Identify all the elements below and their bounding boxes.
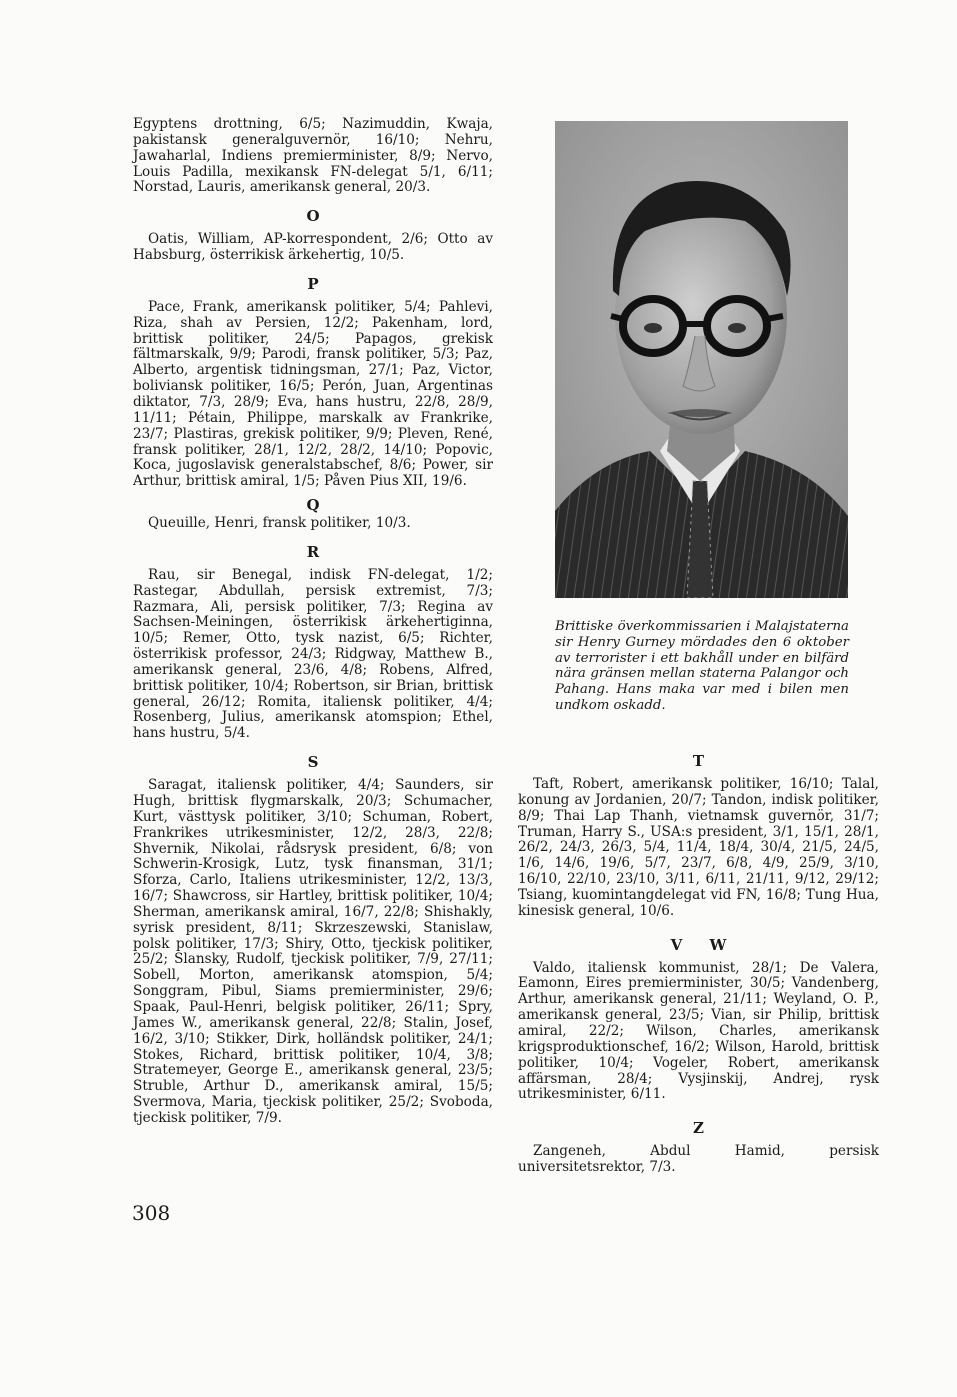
section-letter-z: Z	[693, 1119, 704, 1138]
index-entries-vw: Valdo, italiensk kommunist, 28/1; De Valera, Eamonn, Eires premierminister, 30/5; Vandenberg, Arthur, amerikansk general, 21/11; Weyland, O. P., amerikansk general, 23/5; Vian, sir Philip, brittisk amiral, 22/2; Wilson, Charles, amerikansk krigsproduktionschef, 16/2; Wilson, Harold, brittisk politiker, 10/4; Vogeler, Robert, amerikansk affärsman, 28/4; Vysjinskij, Andrej, rysk utrikesminister, 6/11.	[518, 959, 879, 1103]
section-letter-p: P	[307, 274, 319, 293]
portrait-image	[555, 121, 848, 598]
page-number: 308	[132, 1201, 171, 1225]
section-letter-t: T	[692, 752, 705, 770]
index-entries-z: Zangeneh, Abdul Hamid, persisk universitetsrektor, 7/3.	[518, 1143, 879, 1176]
index-column-left	[133, 117, 493, 1127]
section-letter-vw: V W	[670, 935, 727, 954]
section-letter-q: Q	[306, 496, 320, 515]
section-letter-r: R	[306, 542, 320, 561]
index-entries-o: Oatis, William, AP-korrespondent, 2/6; Otto av Habsburg, österrikisk ärkehertig, 10/5.	[133, 231, 493, 264]
index-entries-n: Egyptens drottning, 6/5; Nazimuddin, Kwaja, pakistansk generalguvernör, 16/10; Nehru, Jawaharlal, Indiens premierminister, 8/9; Nervo, Louis Padilla, mexikansk FN-delegat 5/1, 6/11; Norstad, Lauris, amerikansk general, 20/3.	[133, 116, 493, 196]
index-column-right	[518, 752, 879, 1176]
index-entries-q: Queuille, Henri, fransk politiker, 10/3.	[148, 515, 411, 532]
portrait-photo	[555, 121, 848, 598]
index-entries-s: Saragat, italiensk politiker, 4/4; Saunders, sir Hugh, brittisk flygmarskalk, 20/3; Schumacher, Kurt, västtysk politiker, 3/10; Schuman, Robert, Frankrikes utrikesminister, 12/2, 28/3, 22/8; Shvernik, Nikolai, rådsrysk president, 6/8; von Schwerin-Krosigk, Lutz, tysk finansman, 31/1; Sforza, Carlo, Italiens utrikesminister, 12/2, 13/3, 16/7; Shawcross, sir Hartley, brittisk politiker, 10/4; Sherman, amerikansk amiral, 16/7, 22/8; Shishakly, syrisk president, 8/11; Skrzeszewski, Stanislaw, polsk politiker, 17/3; Shiry, Otto, tjeckisk politiker, 25/2; Slansky, Rudolf, tjeckisk politiker, 7/9, 27/11; Sobell, Morton, amerikansk atomspion, 5/4; Songgram, Pibul, Siams premierminister, 29/6; Spaak, Paul-Henri, belgisk politiker, 26/11; Spry, James W., amerikansk general, 22/8; Stalin, Josef, 16/2, 3/10; Stikker, Dirk, holländsk politiker, 24/1; Stokes, Richard, brittisk politiker, 10/4, 3/8; Stratemeyer, George E., amerikansk general, 23/5; Struble, Arthur D., amerikansk amiral, 15/5; Svermova, Maria, tjeckisk politiker, 25/2; Svoboda, tjeckisk politiker, 7/9.	[133, 777, 493, 1126]
photo-caption: Brittiske överkommissarien i Malajstaterna sir Henry Gurney mördades den 6 oktober av terrorister i ett bakhåll under en bilfärd nära gränsen mellan staterna Palangor och Pahang. Hans maka var med i bilen men undkom oskadd.	[555, 619, 849, 713]
index-entries-t: Taft, Robert, amerikansk politiker, 16/10; Talal, konung av Jordanien, 20/7; Tandon, indisk politiker, 8/9; Thai Lap Thanh, vietnamsk guvernör, 31/7; Truman, Harry S., USA:s president, 3/1, 15/1, 28/1, 26/2, 24/3, 26/3, 5/4, 11/4, 18/4, 30/4, 21/5, 24/5, 1/6, 14/6, 19/6, 5/7, 23/7, 6/8, 4/9, 25/9, 3/10, 16/10, 22/10, 23/10, 3/11, 6/11, 21/11, 9/12, 29/12; Tsiang, kuomintangdelegat vid FN, 16/8; Tung Hua, kinesisk general, 10/6.	[518, 776, 879, 919]
index-entries-r: Rau, sir Benegal, indisk FN-delegat, 1/2; Rastegar, Abdullah, persisk extremist, 7/3; Razmara, Ali, persisk politiker, 7/3; Regina av Sachsen-Meiningen, österrikisk ärkehertiginna, 10/5; Remer, Otto, tysk nazist, 6/5; Richter, österrikisk professor, 24/3; Ridgway, Matthew B., amerikansk general, 23/6, 4/8; Robens, Alfred, brittisk politiker, 10/4; Robertson, sir Brian, brittisk general, 26/12; Romita, italiensk politiker, 4/4; Rosenberg, Julius, amerikansk atomspion; Ethel, hans hustru, 5/4.	[133, 566, 493, 742]
index-entries-p: Pace, Frank, amerikansk politiker, 5/4; Pahlevi, Riza, shah av Persien, 12/2; Pakenham, lord, brittisk politiker, 24/5; Papagos, grekisk fältmarskalk, 9/9; Parodi, fransk politiker, 5/3; Paz, Alberto, argentisk tidningsman, 27/1; Paz, Victor, boliviansk politiker, 16/5; Perón, Juan, Argentinas diktator, 7/3, 28/9; Eva, hans hustru, 22/8, 28/9, 11/11; Pétain, Philippe, marskalk av Frankrike, 23/7; Plastiras, grekisk politiker, 9/9; Pleven, René, fransk politiker, 28/1, 12/2, 28/2, 14/10; Popovic, Koca, jugoslavisk generalstabschef, 8/6; Power, sir Arthur, brittisk amiral, 1/5; Påven Pius XII, 19/6.	[133, 298, 493, 490]
section-letter-s: S	[307, 753, 319, 772]
section-letter-o: O	[306, 207, 320, 226]
